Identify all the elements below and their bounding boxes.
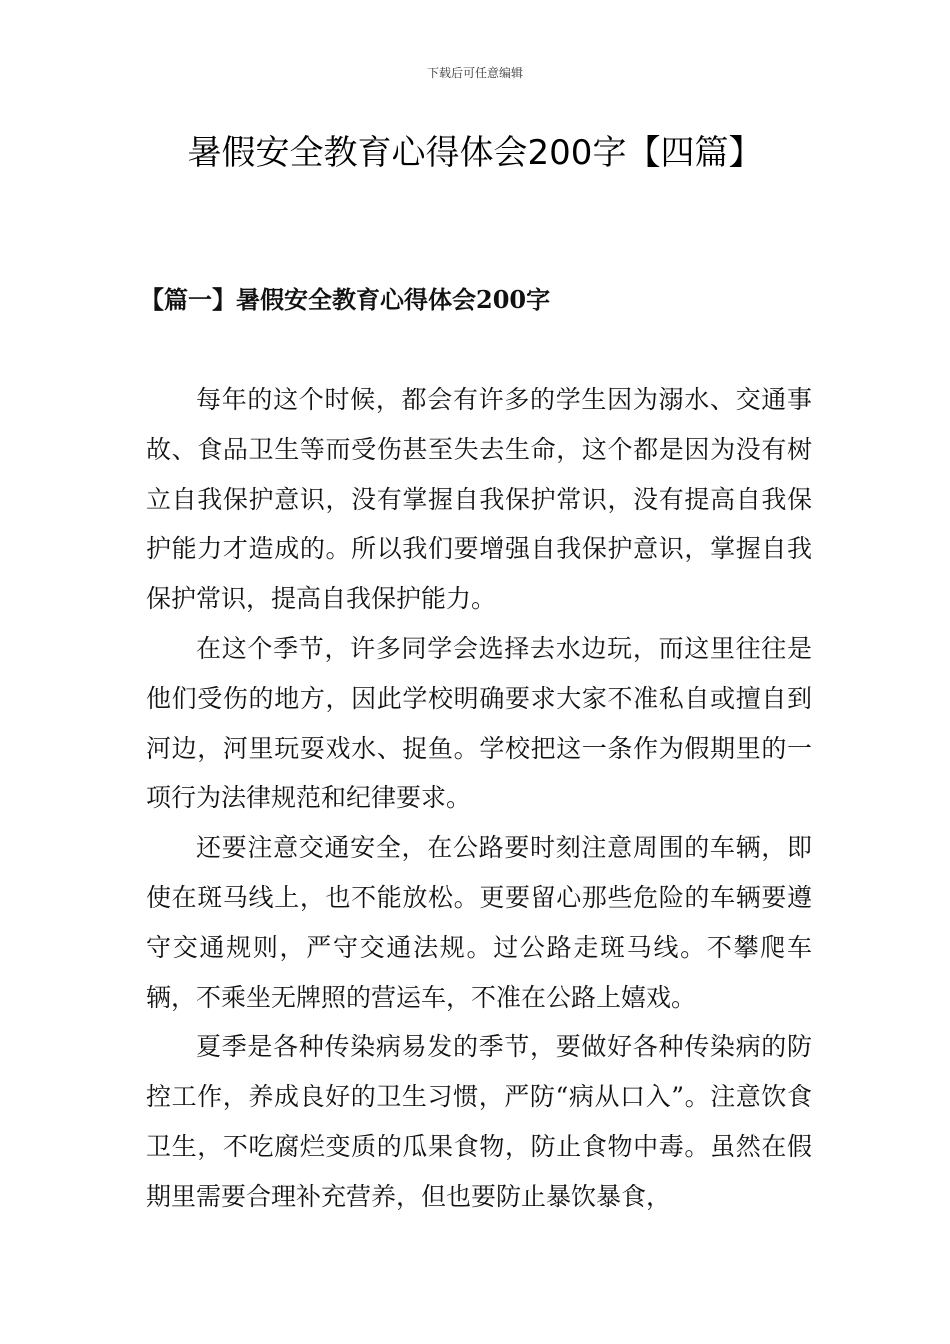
section-heading: 【篇一】暑假安全教育心得体会200字	[140, 285, 551, 314]
document-body	[146, 375, 812, 1222]
paragraph-2: 在这个季节，许多同学会选择去水边玩，而这里往往是他们受伤的地方，因此学校明确要求大家不准私自或擅自到河边，河里玩耍戏水、捉鱼。学校把这一条作为假期里的一项行为法律规范和纪律要求。	[146, 633, 812, 813]
paragraph-1: 每年的这个时候，都会有许多的学生因为溺水、交通事故、食品卫生等而受伤甚至失去生命，这个都是因为没有树立自我保护意识，没有掌握自我保护常识，没有提高自我保护能力才造成的。所以我们要增强自我保护意识，掌握自我保护常识，提高自我保护能力。	[146, 385, 812, 614]
paragraph-3: 还要注意交通安全，在公路要时刻注意周围的车辆，即使在斑马线上，也不能放松。更要留心那些危险的车辆要遵守交通规则，严守交通法规。过公路走斑马线。不攀爬车辆，不乘坐无牌照的营运车，不准在公路上嬉戏。	[146, 833, 812, 1012]
header-note: 下载后可任意编辑	[426, 66, 523, 80]
paragraph-4: 夏季是各种传染病易发的季节，要做好各种传染病的防控工作，养成良好的卫生习惯，严防“病从口入”。注意饮食卫生，不吃腐烂变质的瓜果食物，防止食物中毒。虽然在假期里需要合理补充营养，但也要防止暴饮暴食，	[146, 1032, 812, 1211]
document-title: 暑假安全教育心得体会200字【四篇】	[187, 133, 763, 173]
